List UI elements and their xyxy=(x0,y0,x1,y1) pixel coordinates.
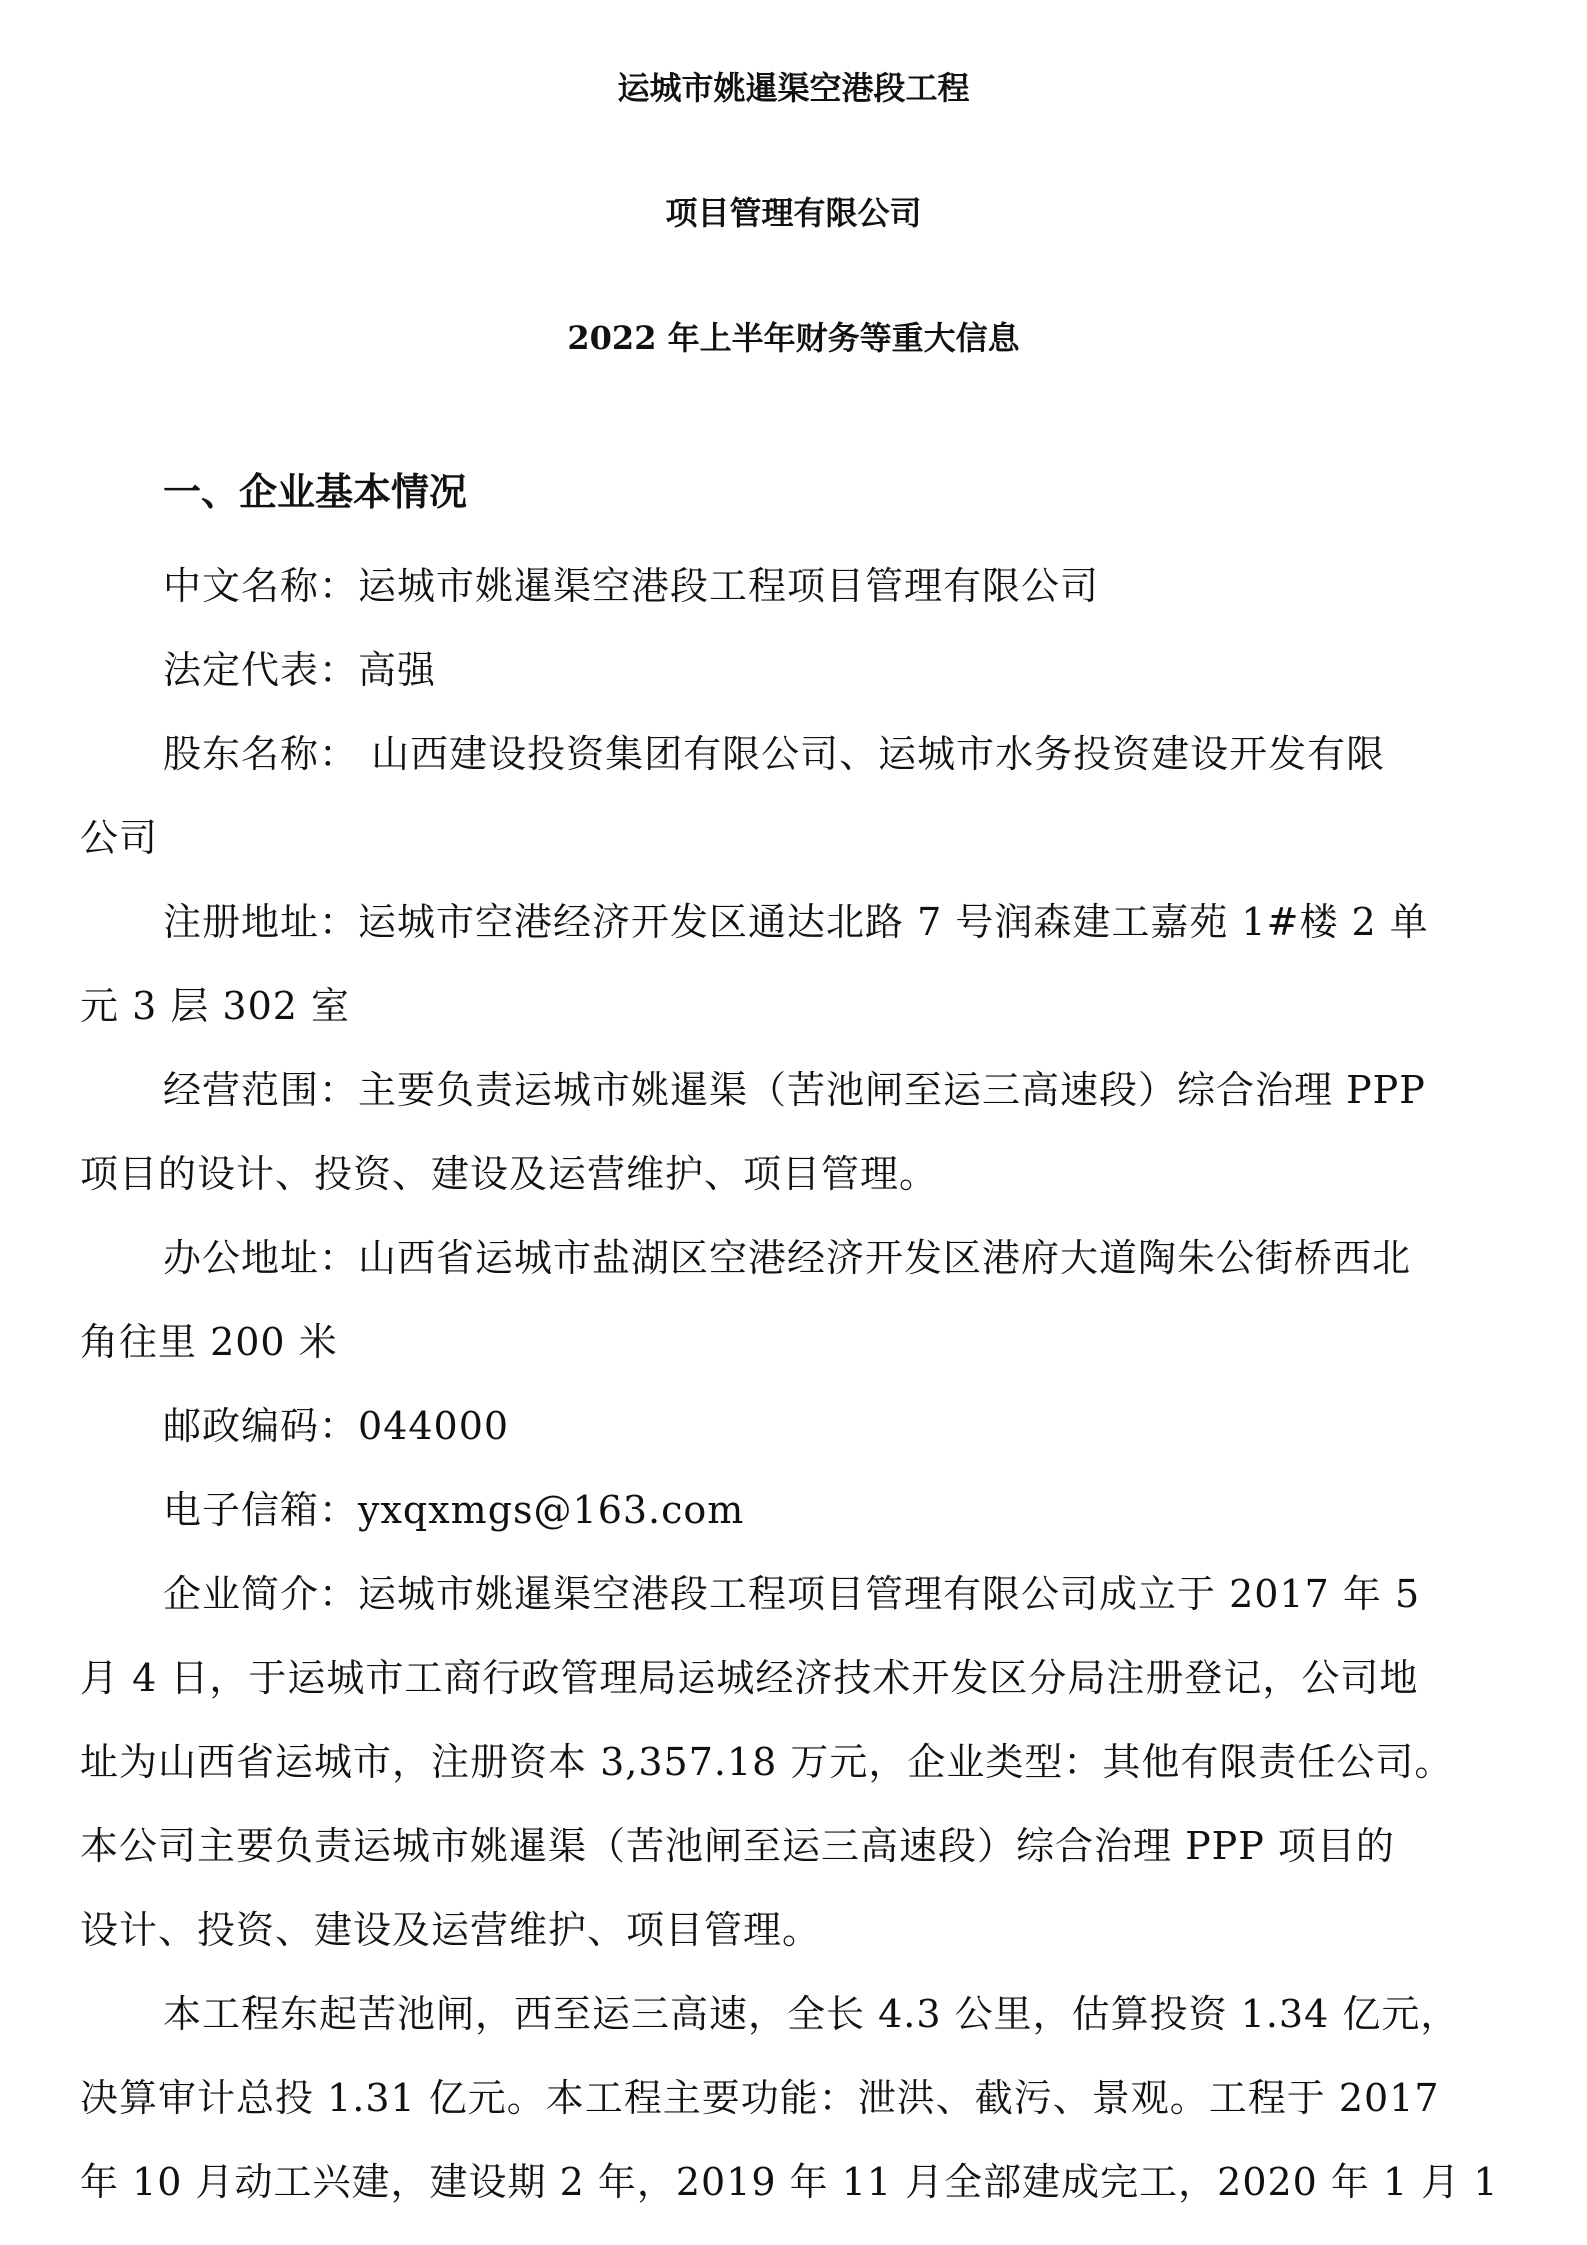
reg-address-label: 注册地址： xyxy=(163,900,359,944)
reg-address-value-line-2: 元 3 层 302 室 xyxy=(80,984,351,1028)
shareholders-label: 股东名称： xyxy=(163,732,359,776)
legal-rep-row xyxy=(163,646,436,694)
reg-address-row xyxy=(163,898,1429,946)
business-scope-row xyxy=(163,1066,1426,1114)
profile-line-1: 企业简介：运城市姚暹渠空港段工程项目管理有限公司成立于 2017 年 5 xyxy=(163,1572,1421,1616)
office-address-value-line-1: 山西省运城市盐湖区空港经济开发区港府大道陶朱公街桥西北 xyxy=(358,1236,1412,1280)
reg-address-value-line-1: 运城市空港经济开发区通达北路 7 号润森建工嘉苑 1#楼 2 单 xyxy=(358,900,1429,944)
section-heading-basic-info: 一、企业基本情况 xyxy=(163,470,468,514)
email-row xyxy=(163,1486,744,1534)
project-line-1: 本工程东起苦池闸，西至运三高速，全长 4.3 公里，估算投资 1.34 亿元， xyxy=(163,1992,1460,2036)
shareholders-row xyxy=(163,730,1385,778)
business-scope-value-line-2: 项目的设计、投资、建设及运营维护、项目管理。 xyxy=(80,1152,939,1196)
postcode-value: 044000 xyxy=(358,1404,510,1448)
postcode-row xyxy=(163,1402,509,1450)
profile-line-5: 设计、投资、建设及运营维护、项目管理。 xyxy=(80,1908,822,1952)
office-address-label: 办公地址： xyxy=(163,1236,359,1280)
chinese-name-label: 中文名称： xyxy=(163,564,359,608)
office-address-value-line-2: 角往里 200 米 xyxy=(80,1320,338,1364)
chinese-name-row xyxy=(163,562,1099,610)
postcode-label: 邮政编码： xyxy=(163,1404,359,1448)
document-title-line-1: 运城市姚暹渠空港段工程 xyxy=(617,69,970,107)
shareholders-value-line-1: 山西建设投资集团有限公司、运城市水务投资建设开发有限 xyxy=(358,732,1386,776)
business-scope-label: 经营范围： xyxy=(163,1068,359,1112)
legal-rep-value: 高强 xyxy=(358,648,437,692)
email-value: yxqxmgs@163.com xyxy=(358,1488,745,1532)
document-title-line-3: 2022 年上半年财务等重大信息 xyxy=(567,319,1020,357)
profile-line-3: 址为山西省运城市，注册资本 3,357.18 万元，企业类型：其他有限责任公司。 xyxy=(80,1740,1454,1784)
email-label: 电子信箱： xyxy=(163,1488,359,1532)
profile-line-2: 月 4 日，于运城市工商行政管理局运城经济技术开发区分局注册登记，公司地 xyxy=(80,1656,1419,1700)
chinese-name-value: 运城市姚暹渠空港段工程项目管理有限公司 xyxy=(358,564,1100,608)
project-line-3: 年 10 月动工兴建，建设期 2 年，2019 年 11 月全部建成完工，2020 年 1 月 1 xyxy=(80,2160,1499,2204)
profile-line-4: 本公司主要负责运城市姚暹渠（苦池闸至运三高速段）综合治理 PPP 项目的 xyxy=(80,1824,1395,1868)
business-scope-value-line-1: 主要负责运城市姚暹渠（苦池闸至运三高速段）综合治理 PPP xyxy=(358,1068,1426,1112)
legal-rep-label: 法定代表： xyxy=(163,648,359,692)
office-address-row xyxy=(163,1234,1411,1282)
project-line-2: 决算审计总投 1.31 亿元。本工程主要功能：泄洪、截污、景观。工程于 2017 xyxy=(80,2076,1440,2120)
shareholders-value-line-2: 公司 xyxy=(80,816,159,860)
document-title-line-2: 项目管理有限公司 xyxy=(665,194,922,232)
